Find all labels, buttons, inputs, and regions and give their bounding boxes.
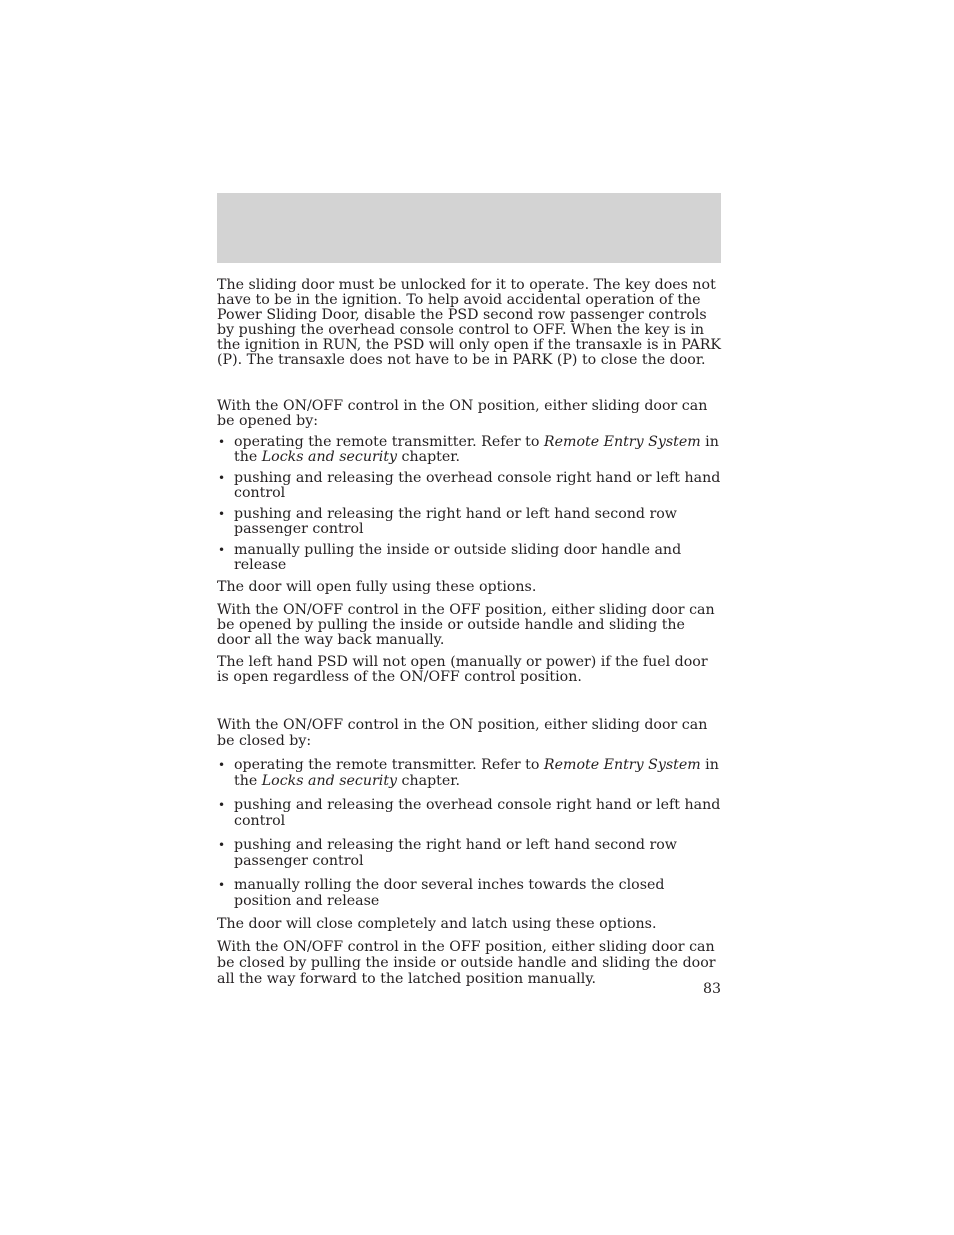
list-item: • manually pulling the inside or outside sliding door handle and release	[217, 543, 721, 573]
list-item: • pushing and releasing the overhead console right hand or left hand control	[217, 471, 721, 501]
fuel-door-note: The left hand PSD will not open (manually or power) if the fuel door is open regardless of the ON/OFF control position.	[217, 654, 708, 685]
list-item: • pushing and releasing the right hand or left hand second row passenger control	[217, 837, 721, 869]
locks-and-security-reference: Locks and security	[261, 773, 398, 789]
opening-options-list	[217, 435, 721, 573]
closing-result: The door will close completely and latch using these options.	[217, 916, 657, 932]
list-item: • manually rolling the door several inches towards the closed position and release	[217, 877, 721, 909]
closing-lead: With the ON/OFF control in the ON position, either sliding door can be closed by:	[217, 717, 708, 749]
list-item: • pushing and releasing the overhead console right hand or left hand control	[217, 797, 721, 829]
opening-off-note: With the ON/OFF control in the OFF position, either sliding door can be opened by pulling the inside or outside handle and sliding the door all the way back manually.	[217, 602, 715, 648]
remote-entry-system-reference: Remote Entry System	[543, 434, 701, 450]
list-item: • operating the remote transmitter. Refer to Remote Entry System in the Locks and security chapter.	[217, 757, 721, 789]
closing-off-note: With the ON/OFF control in the OFF position, either sliding door can be closed by pulling the inside or outside handle and sliding the door all the way forward to the latched position manually.	[217, 939, 716, 987]
page-number: 83	[702, 981, 721, 997]
chapter-header-band	[217, 193, 721, 263]
page-content	[217, 278, 721, 987]
intro-paragraph: The sliding door must be unlocked for it to operate. The key does not have to be in the ignition. To help avoid accidental operation of the Power Sliding Door, disable the PSD second row passenger controls by pushing the overhead console control to OFF. When the key is in the ignition in RUN, the PSD will only open if the transaxle is in PARK (P). The transaxle does not have to be in PARK (P) to close the door.	[217, 277, 721, 368]
list-item: • pushing and releasing the right hand or left hand second row passenger control	[217, 507, 721, 537]
remote-entry-system-reference: Remote Entry System	[543, 757, 701, 773]
closing-options-list	[217, 757, 721, 909]
list-item: • operating the remote transmitter. Refer to Remote Entry System in the Locks and security chapter.	[217, 435, 721, 465]
opening-result: The door will open fully using these options.	[217, 579, 537, 595]
opening-lead: With the ON/OFF control in the ON position, either sliding door can be opened by:	[217, 398, 708, 429]
locks-and-security-reference: Locks and security	[261, 449, 398, 465]
